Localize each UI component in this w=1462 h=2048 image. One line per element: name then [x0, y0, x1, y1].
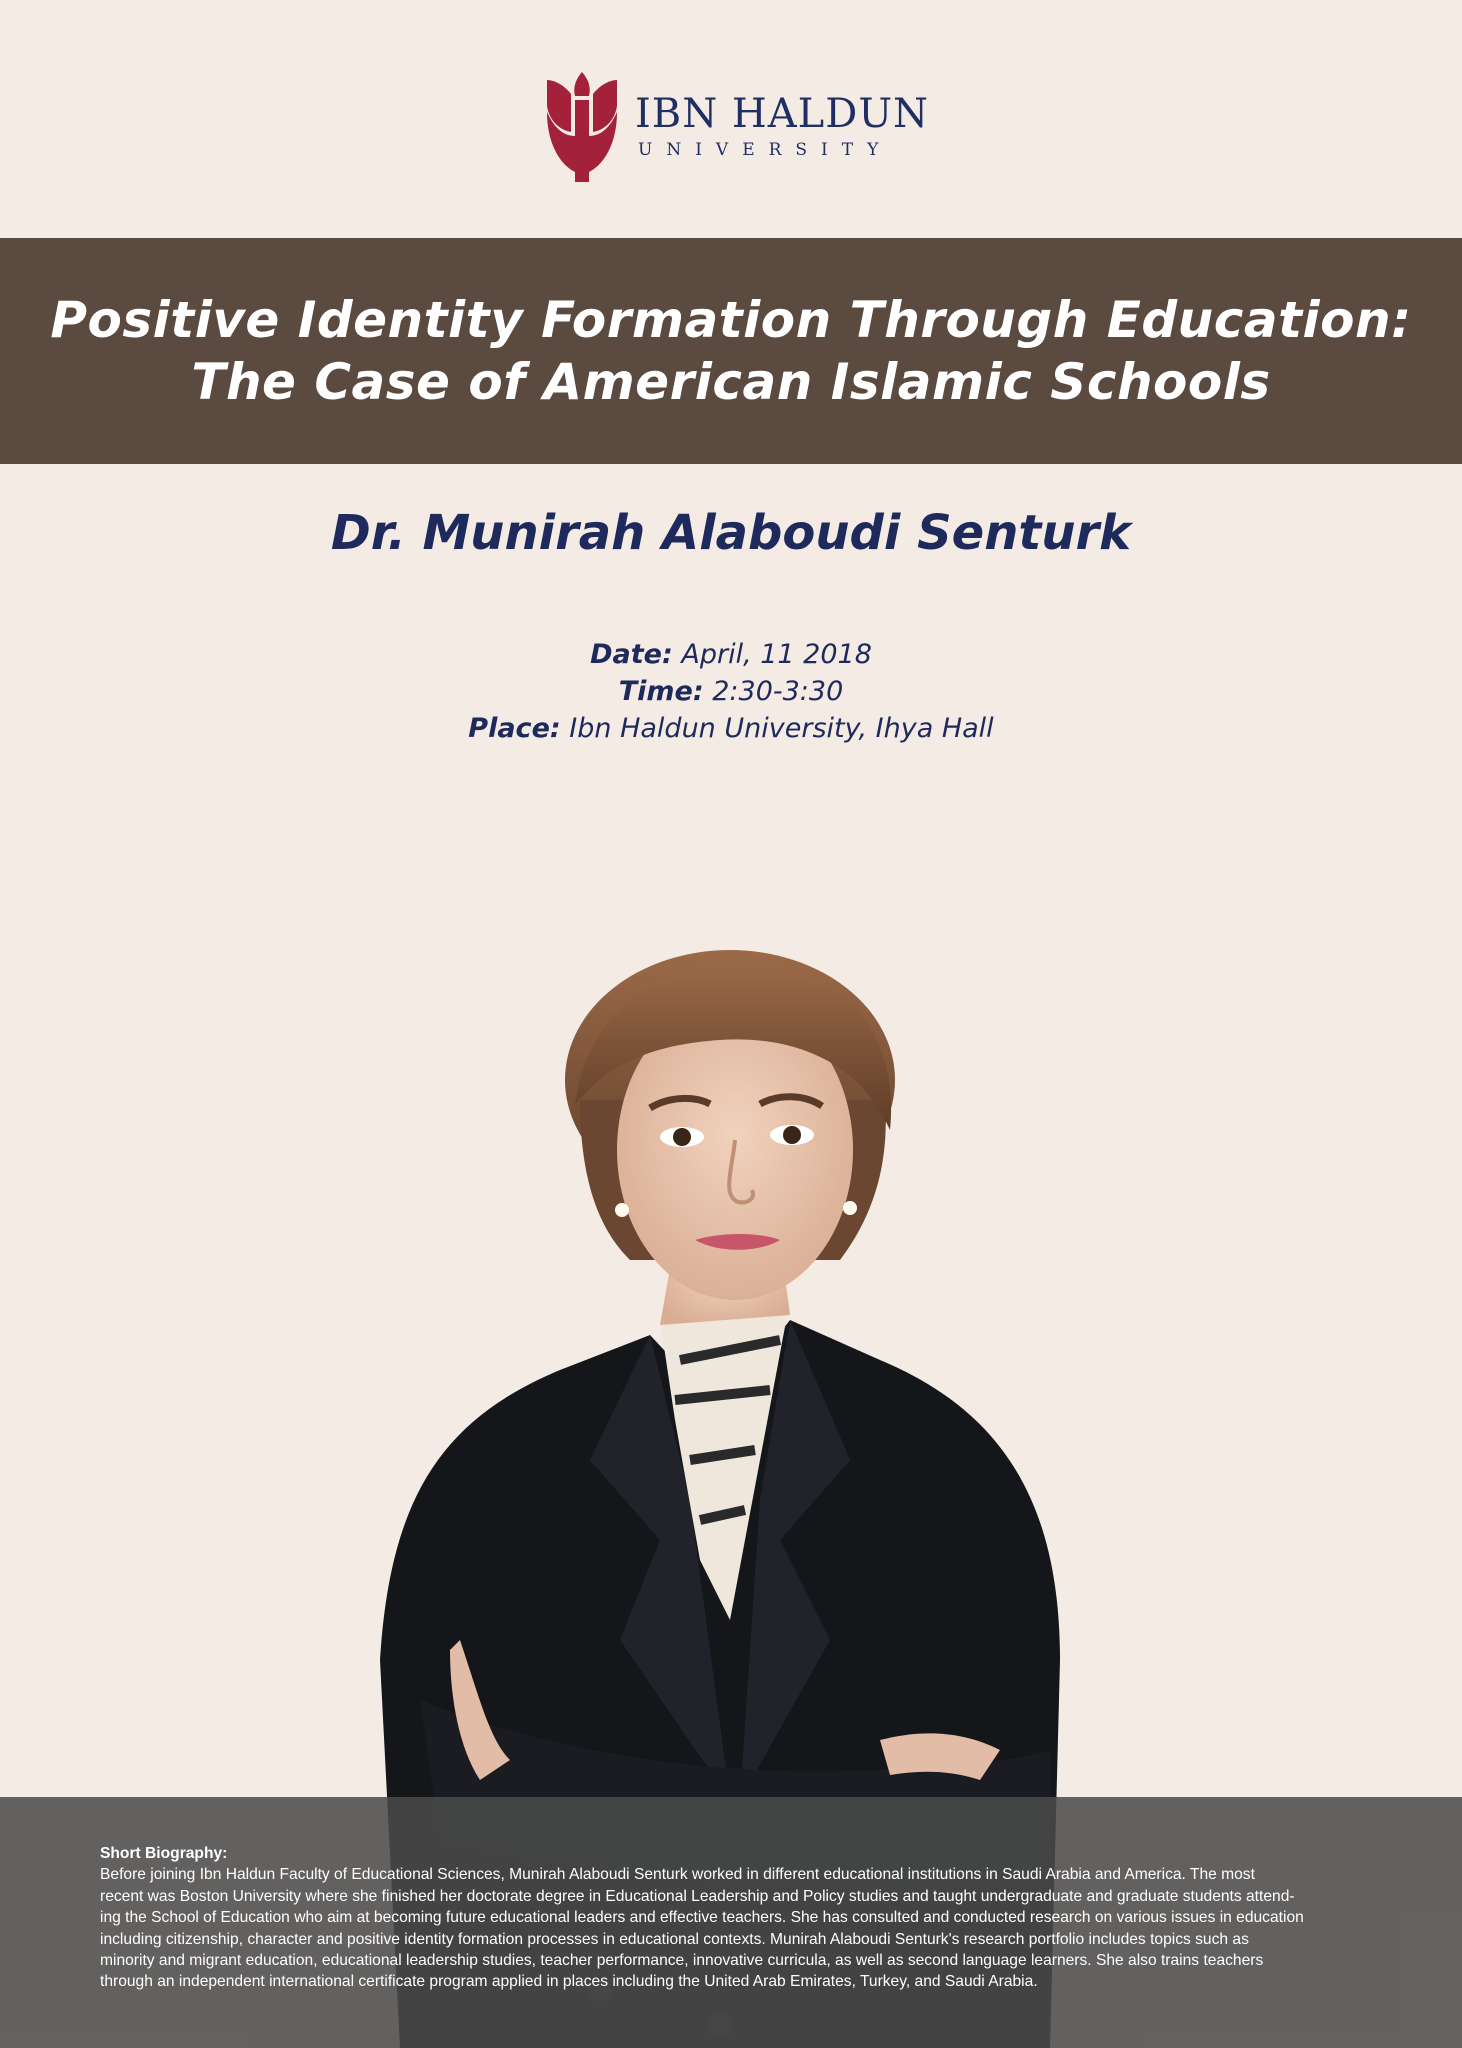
bio-line: Before joining Ibn Haldun Faculty of Educational Sciences, Munirah Alaboudi Senturk worked in different educational institutions in Saudi Arabia and America. The most [100, 1866, 1255, 1884]
date-label: Date: [590, 639, 673, 670]
speaker-name: Dr. Munirah Alaboudi Senturk [330, 505, 1132, 561]
time-label: Time: [618, 676, 704, 707]
title-line-1: Positive Identity Formation Through Education: [50, 291, 1412, 349]
title-band [0, 238, 1462, 464]
bio-title: Short Biography: [100, 1845, 228, 1862]
place-label: Place: [468, 713, 561, 744]
bio-line: including citizenship, character and positive identity formation processes in educational contexts. Munirah Alaboudi Senturk's research portfolio includes topics such as [100, 1930, 1249, 1948]
time-row [0, 673, 1462, 710]
date-row [0, 636, 1462, 673]
bio-line: minority and migrant education, educational leadership studies, teacher performance, innovative curricula, as well as second language learners. She also trains teachers [100, 1952, 1264, 1970]
logo-name: IBN HALDUN [635, 91, 930, 137]
bio-line: recent was Boston University where she finished her doctorate degree in Educational Leadership and Policy studies and taught undergraduate and graduate students attend- [100, 1887, 1295, 1905]
time-value: 2:30-3:30 [712, 676, 844, 707]
place-value: Ibn Haldun University, Ihya Hall [569, 713, 994, 744]
place-row [0, 710, 1462, 747]
tulip-icon [545, 72, 619, 182]
title-line-2: The Case of American Islamic Schools [191, 353, 1271, 411]
date-value: April, 11 2018 [681, 639, 872, 670]
logo-subtitle: UNIVERSITY [638, 140, 893, 160]
bio-line: through an independent international certificate program applied in places including the United Arab Emirates, Turkey, and Saudi Arabia. [100, 1973, 1038, 1991]
event-details [0, 636, 1462, 747]
university-logo [545, 72, 930, 184]
biography-panel [0, 1797, 1462, 2048]
bio-line: ing the School of Education who aim at becoming future educational leaders and effective teachers. She has consulted and conducted research on various issues in education [100, 1909, 1304, 1927]
